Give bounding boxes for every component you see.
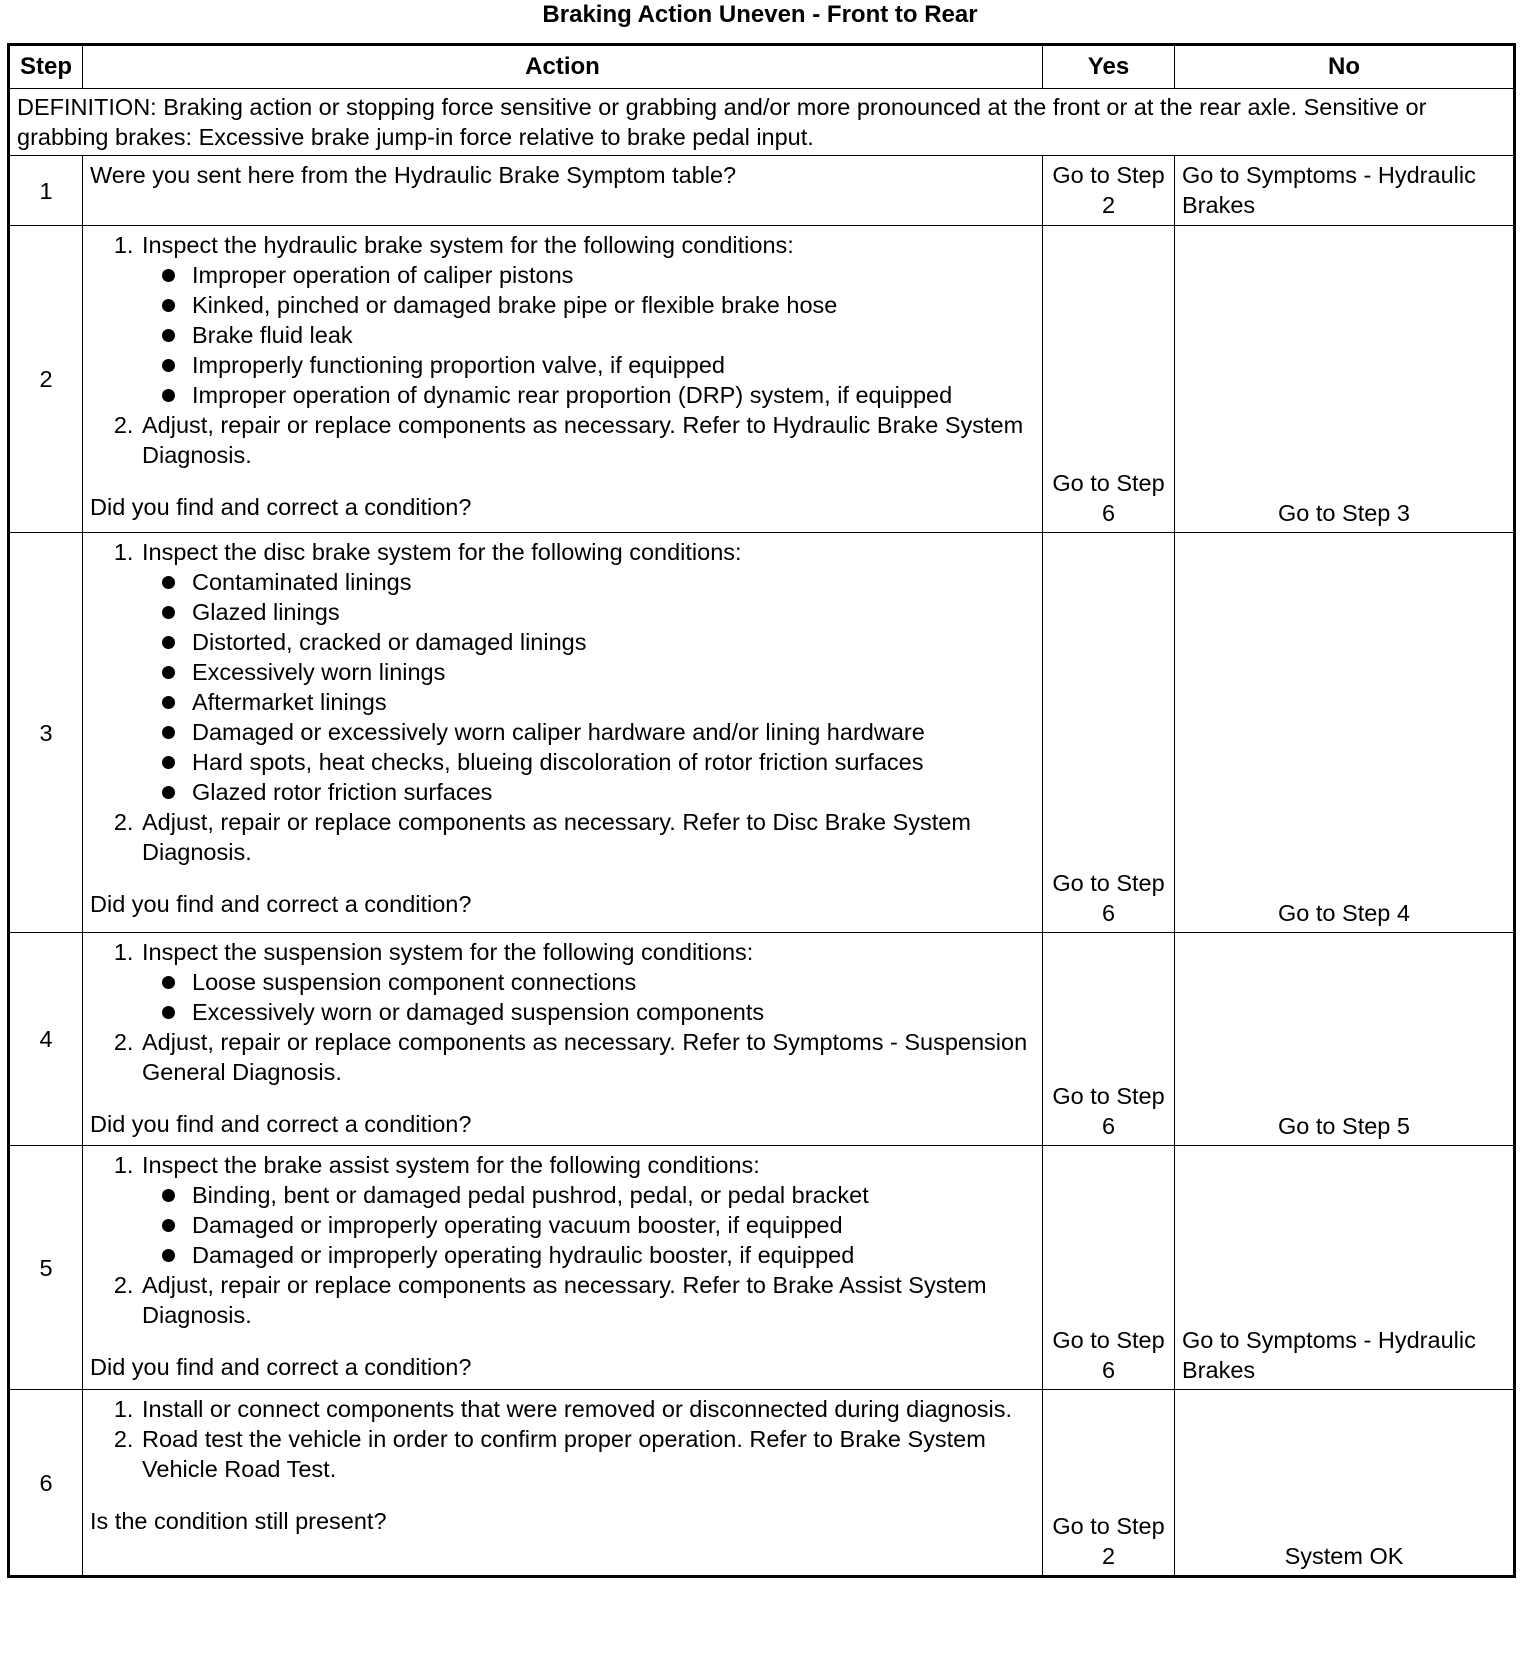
no-cell: Go to Symptoms - Hydraulic Brakes bbox=[1175, 1146, 1515, 1390]
action-list bbox=[90, 537, 1035, 867]
definition-text: DEFINITION: Braking action or stopping force sensitive or grabbing and/or more pronounced at the front or at the rear axle. Sensitive or grabbing brakes: Excessive brake jump-in force relative to brake pedal input. bbox=[9, 89, 1515, 156]
step-number: 1 bbox=[9, 156, 83, 226]
list-item bbox=[140, 937, 1035, 1027]
condition-item: Excessively worn linings bbox=[192, 657, 1035, 687]
table-row bbox=[9, 1146, 1515, 1390]
step-number: 6 bbox=[9, 1390, 83, 1577]
inspect-text: Inspect the disc brake system for the following conditions: bbox=[142, 539, 742, 565]
no-cell: Go to Step 4 bbox=[1175, 533, 1515, 933]
list-item: 2. Adjust, repair or replace components as necessary. Refer to Hydraulic Brake System Diagnosis. bbox=[140, 410, 1035, 470]
step-number: 5 bbox=[9, 1146, 83, 1390]
condition-item: Damaged or excessively worn caliper hardware and/or lining hardware bbox=[192, 717, 1035, 747]
condition-item: Binding, bent or damaged pedal pushrod, pedal, or pedal bracket bbox=[192, 1180, 1035, 1210]
condition-item: Distorted, cracked or damaged linings bbox=[192, 627, 1035, 657]
condition-list bbox=[142, 260, 1035, 410]
condition-item: Kinked, pinched or damaged brake pipe or flexible brake hose bbox=[192, 290, 1035, 320]
question-text: Were you sent here from the Hydraulic Brake Symptom table? bbox=[90, 162, 737, 188]
step-number: 4 bbox=[9, 933, 83, 1146]
question-text: Did you find and correct a condition? bbox=[90, 494, 472, 520]
yes-cell: Go to Step 6 bbox=[1043, 533, 1175, 933]
action-cell bbox=[83, 226, 1043, 533]
header-yes: Yes bbox=[1043, 45, 1175, 89]
no-cell: System OK bbox=[1175, 1390, 1515, 1577]
list-item bbox=[140, 537, 1035, 807]
inspect-text: Inspect the hydraulic brake system for the following conditions: bbox=[142, 232, 794, 258]
table-row bbox=[9, 156, 1515, 226]
condition-item: Damaged or improperly operating vacuum booster, if equipped bbox=[192, 1210, 1035, 1240]
condition-item: Damaged or improperly operating hydraulic booster, if equipped bbox=[192, 1240, 1035, 1270]
list-item: 2. Road test the vehicle in order to confirm proper operation. Refer to Brake System Vehicle Road Test. bbox=[140, 1424, 1035, 1484]
step-number: 2 bbox=[9, 226, 83, 533]
condition-item: Hard spots, heat checks, blueing discoloration of rotor friction surfaces bbox=[192, 747, 1035, 777]
action-list bbox=[90, 937, 1035, 1087]
diagnostic-table bbox=[7, 43, 1516, 1578]
condition-item: Improper operation of caliper pistons bbox=[192, 260, 1035, 290]
action-cell bbox=[83, 1390, 1043, 1577]
inspect-text: Inspect the suspension system for the following conditions: bbox=[142, 939, 754, 965]
list-item: 2. Adjust, repair or replace components as necessary. Refer to Symptoms - Suspension General Diagnosis. bbox=[140, 1027, 1035, 1087]
yes-cell: Go to Step 6 bbox=[1043, 226, 1175, 533]
condition-item: Improper operation of dynamic rear proportion (DRP) system, if equipped bbox=[192, 380, 1035, 410]
table-row bbox=[9, 226, 1515, 533]
condition-item: Improperly functioning proportion valve, if equipped bbox=[192, 350, 1035, 380]
condition-item: Glazed rotor friction surfaces bbox=[192, 777, 1035, 807]
no-cell: Go to Step 5 bbox=[1175, 933, 1515, 1146]
question-text: Did you find and correct a condition? bbox=[90, 1111, 472, 1137]
condition-item: Brake fluid leak bbox=[192, 320, 1035, 350]
question-text: Did you find and correct a condition? bbox=[90, 891, 472, 917]
list-item bbox=[140, 1150, 1035, 1270]
yes-cell: Go to Step 6 bbox=[1043, 933, 1175, 1146]
condition-item: Aftermarket linings bbox=[192, 687, 1035, 717]
condition-list bbox=[142, 1180, 1035, 1270]
list-item: 2. Adjust, repair or replace components as necessary. Refer to Brake Assist System Diagnosis. bbox=[140, 1270, 1035, 1330]
header-step: Step bbox=[9, 45, 83, 89]
action-list bbox=[90, 1394, 1035, 1484]
action-list bbox=[90, 230, 1035, 470]
list-item bbox=[140, 230, 1035, 410]
condition-item: Loose suspension component connections bbox=[192, 967, 1035, 997]
no-cell: Go to Step 3 bbox=[1175, 226, 1515, 533]
question-text: Is the condition still present? bbox=[90, 1508, 387, 1534]
condition-list bbox=[142, 567, 1035, 807]
header-row bbox=[9, 45, 1515, 89]
header-no: No bbox=[1175, 45, 1515, 89]
yes-cell: Go to Step 2 bbox=[1043, 156, 1175, 226]
condition-item: Excessively worn or damaged suspension components bbox=[192, 997, 1035, 1027]
action-cell bbox=[83, 1146, 1043, 1390]
action-cell bbox=[83, 156, 1043, 226]
page-title: Braking Action Uneven - Front to Rear bbox=[542, 1, 978, 28]
condition-item: Glazed linings bbox=[192, 597, 1035, 627]
header-action: Action bbox=[83, 45, 1043, 89]
yes-cell: Go to Step 2 bbox=[1043, 1390, 1175, 1577]
definition-row bbox=[9, 89, 1515, 156]
list-item: 1. Install or connect components that were removed or disconnected during diagnosis. bbox=[140, 1394, 1035, 1424]
condition-item: Contaminated linings bbox=[192, 567, 1035, 597]
inspect-text: Inspect the brake assist system for the following conditions: bbox=[142, 1152, 760, 1178]
condition-list bbox=[142, 967, 1035, 1027]
no-cell: Go to Symptoms - Hydraulic Brakes bbox=[1175, 156, 1515, 226]
table-row bbox=[9, 533, 1515, 933]
action-list bbox=[90, 1150, 1035, 1330]
action-cell bbox=[83, 933, 1043, 1146]
table-row bbox=[9, 933, 1515, 1146]
yes-cell: Go to Step 6 bbox=[1043, 1146, 1175, 1390]
table-row bbox=[9, 1390, 1515, 1577]
question-text: Did you find and correct a condition? bbox=[90, 1354, 472, 1380]
step-number: 3 bbox=[9, 533, 83, 933]
action-cell bbox=[83, 533, 1043, 933]
list-item: 2. Adjust, repair or replace components as necessary. Refer to Disc Brake System Diagnosis. bbox=[140, 807, 1035, 867]
